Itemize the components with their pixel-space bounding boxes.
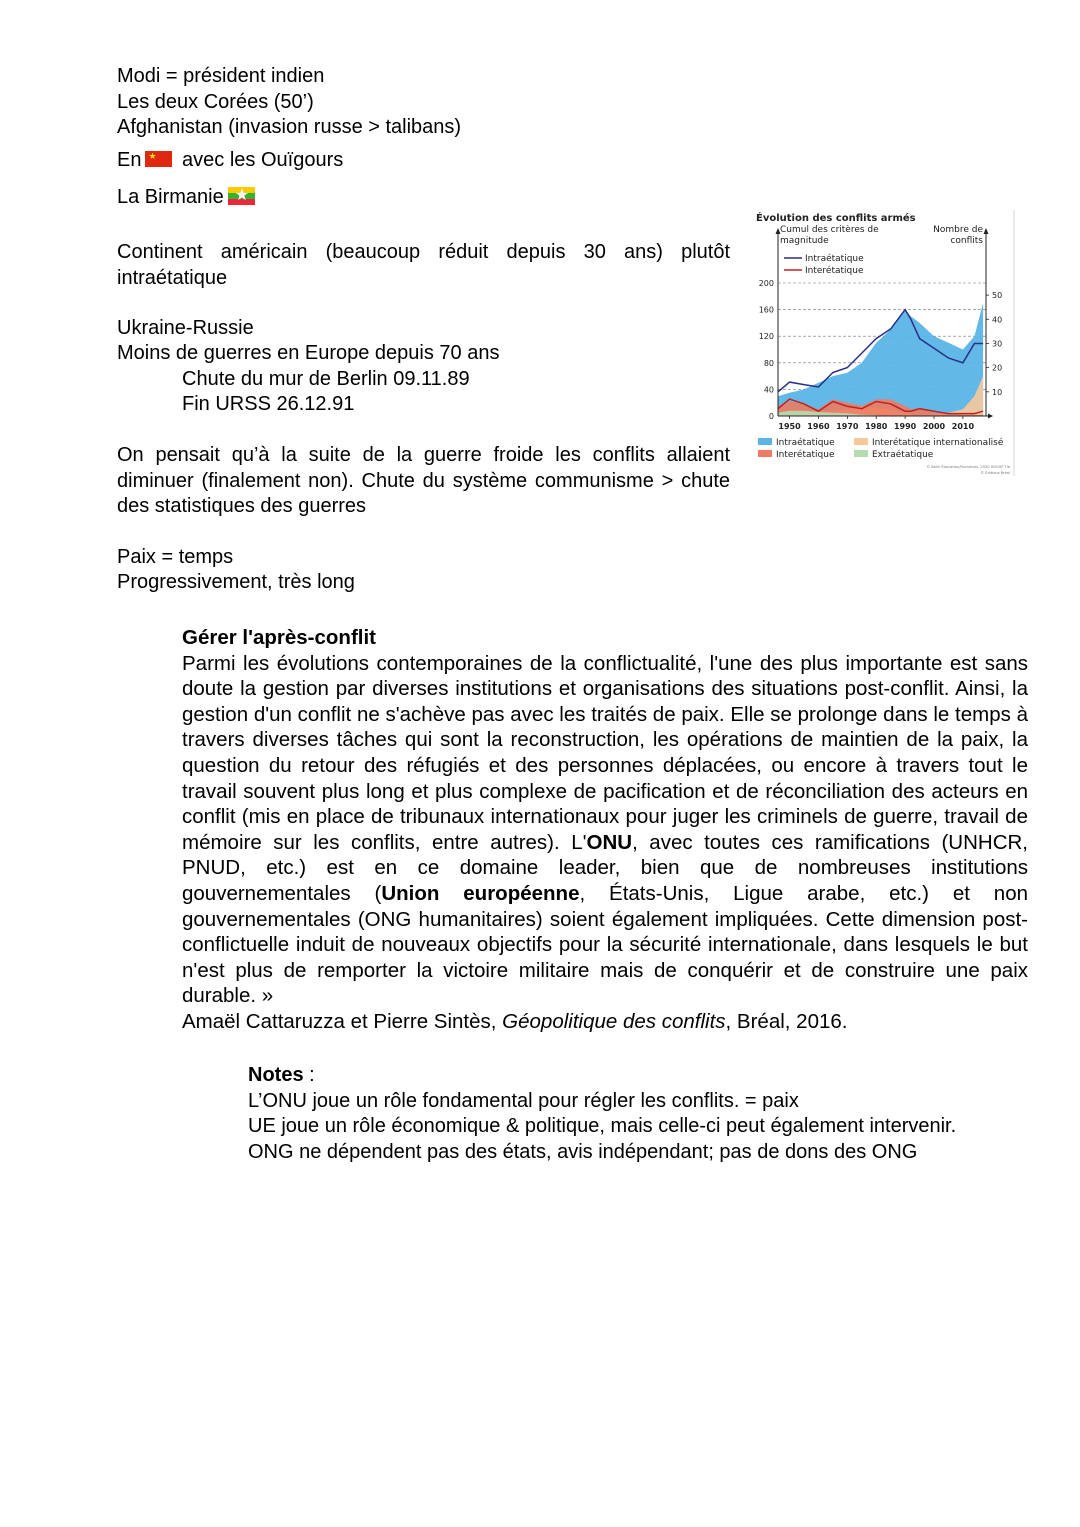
quote-ue: Union européenne — [381, 881, 580, 905]
note-line-progressivement: Progressivement, très long — [117, 571, 355, 593]
legend-label-internationalise: Interétatique internationalisé — [872, 438, 1004, 448]
chart-left-tick-label-200: 200 — [758, 279, 774, 288]
note-line-modi: Modi = président indien — [117, 65, 325, 87]
legend-label-interetatique: Interétatique — [776, 450, 835, 460]
quote-text-part3: , États-Unis, Ligue arabe, etc.) et non gouvernementales (ONG humanitaires) soient également impliquées. Cette dimension post-conflictuelle induit de nouveaux objectifs pour la sécurité internationale, dans lesquels le but n'est plus de remporter la victoire militaire mais de conquérir et de construire une paix durable. » — [182, 881, 1029, 1008]
notes-block — [248, 1063, 1048, 1165]
chart-left-axis-label: Cumul des critères de magnitude — [780, 225, 879, 246]
chart-credit-belin: © Belin Éducation/Humensis, 2020 HGGSP Tle — [926, 465, 1010, 469]
note-line-ouigours — [117, 148, 343, 173]
note-text-birmanie: La Birmanie — [117, 186, 224, 208]
quote-source-book: Géopolitique des conflits — [502, 1009, 726, 1033]
chart-right-tick-label-10: 10 — [992, 387, 1003, 397]
quote-onu: ONU — [586, 830, 633, 854]
notes-title-suffix: : — [303, 1064, 315, 1086]
quote-text-part1: Parmi les évolutions contemporaines de la conflictualité, l'une des plus importante est sans doute la gestion par diverses institutions et organisations des situations post-conflit. Ainsi, la gestion d'un conflit ne s'achève pas avec les traités de paix. Elle se prolonge dans le temps à travers diverses tâches qui sont la reconstruction, les opérations de maintien de la paix, la question du retour des réfugiés et des personnes déplacées, ou encore à travers tout le travail souvent plus long et plus complexe de pacification et de réconciliation des acteurs en conflit (mis en place de tribunaux internationaux pour juger les criminels de guerre, travail de mémoire sur les conflits, entre autres). L' — [182, 651, 1028, 854]
chart-x-tick-label-1960: 1960 — [807, 422, 830, 431]
chart-x-tick-label-2000: 2000 — [922, 422, 946, 431]
chart-left-tick-label-160: 160 — [758, 305, 774, 315]
chart-x-tick-label-2010: 2010 — [951, 422, 975, 431]
chart-left-tick-label-0: 0 — [768, 412, 774, 421]
chart-x-tick-label-1980: 1980 — [865, 422, 888, 431]
note-text-ouigours: avec les Ouïgours — [182, 149, 344, 171]
china-flag-icon: ★ — [145, 151, 172, 167]
note-line-birmanie — [117, 185, 255, 210]
legend-label-extraetatique: Extraétatique — [872, 450, 934, 460]
chart-x-axis-arrow-icon — [988, 414, 993, 419]
quote-source-rest: , Bréal, 2016. — [725, 1009, 848, 1033]
chart-left-tick-label-80: 80 — [763, 358, 774, 368]
chart-right-axis-arrow-icon — [984, 228, 989, 234]
note-paragraph-guerre-froide: On pensait qu’à la suite de la guerre froide les conflits allaient diminuer (finalement non). Chute du système communisme > chute des statistiques des guerres — [117, 444, 730, 517]
chart-x-tick-label-1990: 1990 — [893, 422, 917, 431]
quote-title: Gérer l'après-conflit — [182, 626, 376, 649]
note-line-urss: Fin URSS 26.12.91 — [182, 393, 355, 415]
line-legend-label-intra: Intraétatique — [805, 254, 864, 264]
legend-label-intraetatique: Intraétatique — [776, 438, 835, 448]
notes-title: Notes — [248, 1064, 304, 1086]
legend-swatch-interetatique — [758, 450, 772, 457]
chart-x-tick-label-1970: 1970 — [836, 422, 859, 431]
chart-area-legend — [758, 437, 1004, 460]
quote-text-part2: , avec toutes ces ramifications (UNHCR, PNUD, etc.) est en ce domaine leader, bien que de nombreuses institutions gouvernementales ( — [182, 830, 1028, 905]
line-legend-label-inter: Interétatique — [805, 266, 864, 276]
chart-left-tick-label-120: 120 — [758, 332, 774, 342]
notes-line-ue: UE joue un rôle économique & politique, mais celle-ci peut également intervenir. — [248, 1115, 957, 1137]
quote-source-authors: Amaël Cattaruzza et Pierre Sintès, — [182, 1009, 503, 1033]
note-line-paix: Paix = temps — [117, 546, 234, 568]
chart-right-tick-label-30: 30 — [992, 339, 1003, 349]
chart-title: Évolution des conflits armés — [756, 213, 916, 224]
chart-right-tick-label-40: 40 — [992, 315, 1003, 325]
notes-line-onu: L’ONU joue un rôle fondamental pour régler les conflits. = paix — [248, 1089, 799, 1112]
legend-swatch-intraetatique — [758, 438, 772, 445]
quote-paragraph — [182, 651, 1028, 1009]
note-line-coree: Les deux Corées (50’) — [117, 91, 314, 113]
note-text-en: En — [117, 149, 142, 171]
legend-swatch-extraetatique — [854, 450, 868, 457]
chart-right-tick-label-20: 20 — [992, 363, 1003, 373]
legend-swatch-internationalise — [854, 438, 868, 445]
myanmar-flag-icon: ★ — [228, 187, 255, 205]
notes-line-ong: ONG ne dépendent pas des états, avis indépendant; pas de dons des ONG — [248, 1140, 918, 1163]
note-line-europe: Moins de guerres en Europe depuis 70 ans — [117, 342, 500, 364]
note-paragraph-amerique: Continent américain (beaucoup réduit depuis 30 ans) plutôt intraétatique — [117, 241, 730, 289]
quote-block — [182, 625, 1028, 1035]
conflicts-chart — [752, 208, 1016, 483]
note-line-berlin: Chute du mur de Berlin 09.11.89 — [182, 368, 470, 390]
chart-right-axis-label: Nombre de conflits — [933, 225, 983, 246]
note-line-ukraine: Ukraine-Russie — [117, 317, 254, 339]
chart-line-legend — [784, 253, 864, 276]
note-line-afghanistan: Afghanistan (invasion russe > talibans) — [117, 116, 462, 138]
chart-x-tick-label-1950: 1950 — [778, 422, 801, 431]
quote-source — [182, 1009, 1028, 1035]
chart-credit-breal: © Éditions Bréal — [980, 471, 1010, 475]
chart-right-tick-label-50: 50 — [992, 291, 1003, 301]
notes-heading — [248, 1063, 1048, 1089]
chart-left-tick-label-40: 40 — [763, 385, 774, 395]
